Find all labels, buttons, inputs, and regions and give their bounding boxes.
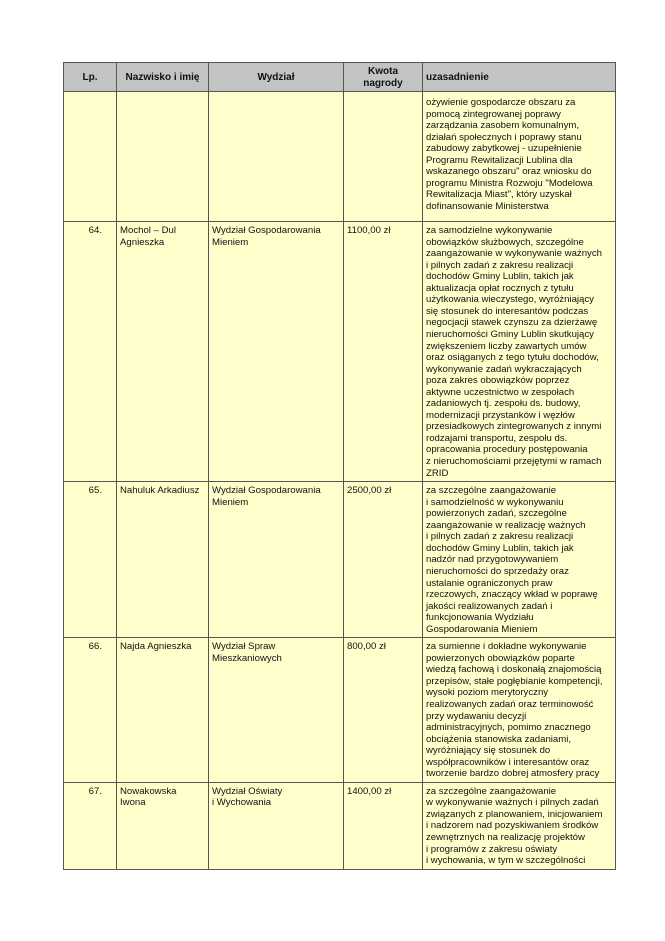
cell-name — [117, 92, 209, 222]
table-row — [64, 638, 616, 783]
cell-reason: za szczególne zaangażowanie i samodzielność w wykonywaniu powierzonych zadań, szczególne zaangażowanie w realizację ważnych i pilnych zadań z zakresu realizacji dochodów Gminy Lublin, takich jak nadzór nad przygotowywaniem nieruchomości do sprzedaży oraz ustalanie ograniczonych praw rzeczowych, znaczący wkład w poprawę jakości realizowanych zadań i funkcjonowania Wydziału Gospodarowania Mieniem — [423, 482, 616, 638]
cell-amount: 1100,00 zł — [344, 222, 423, 482]
cell-name: Najda Agnieszka — [117, 638, 209, 783]
cell-lp: 65. — [64, 482, 117, 638]
cell-reason: ożywienie gospodarcze obszaru za pomocą zintegrowanej poprawy zarządzania zasobem komunalnym, działań społecznych i poprawy stanu zabudowy zabytkowej - uzupełnienie Programu Rewitalizacji Lublina dla wskazanego obszaru" oraz wniosku do programu Ministra Rozwoju "Modelowa Rewitalizacja Miast", który uzyskał dofinansowanie Ministerstwa — [423, 92, 616, 222]
table-row — [64, 222, 616, 482]
table-row — [64, 482, 616, 638]
header-dept: Wydział — [209, 63, 344, 92]
header-amount: Kwota nagrody — [344, 63, 423, 92]
cell-lp: 66. — [64, 638, 117, 783]
cell-name: Nahuluk Arkadiusz — [117, 482, 209, 638]
cell-dept: Wydział Spraw Mieszkaniowych — [209, 638, 344, 783]
cell-name: Nowakowska Iwona — [117, 782, 209, 869]
cell-dept: Wydział Gospodarowania Mieniem — [209, 222, 344, 482]
cell-reason: za sumienne i dokładne wykonywanie powierzonych obowiązków poparte wiedzą fachową i doskonałą znajomością przepisów, stałe pogłębianie kompetencji, wysoki poziom merytoryczny realizowanych zadań oraz terminowość przy wydawaniu decyzji administracyjnych, pomimo znacznego obciążenia stanowiska zadaniami, wyróżniający się stosunek do współpracowników i interesantów oraz tworzenie bardzo dobrej atmosfery pracy — [423, 638, 616, 783]
cell-lp: 64. — [64, 222, 117, 482]
cell-lp — [64, 92, 117, 222]
header-lp: Lp. — [64, 63, 117, 92]
cell-amount: 800,00 zł — [344, 638, 423, 783]
awards-table — [63, 62, 616, 870]
cell-lp: 67. — [64, 782, 117, 869]
cell-dept: Wydział Gospodarowania Mieniem — [209, 482, 344, 638]
cell-amount: 1400,00 zł — [344, 782, 423, 869]
table-row — [64, 782, 616, 869]
header-reason: uzasadnienie — [423, 63, 616, 92]
cell-reason: za samodzielne wykonywanie obowiązków służbowych, szczególne zaangażowanie w wykonywanie ważnych i pilnych zadań z zakresu realizacji dochodów Gminy Lublin, takich jak aktualizacja opłat rocznych z tytułu użytkowania wieczystego, wyróżniający się stosunek do interesantów podczas negocjacji stawek czynszu za dzierżawę nieruchomości Gminy Lublin skutkujący zwiększeniem liczby zawartych umów oraz osiąganych z tego tytułu dochodów, wykonywanie zadań wykraczających poza zakres obowiązków poprzez aktywne uczestnictwo w zespołach zadaniowych tj. zespołu ds. budowy, modernizacji przystanków i węzłów przesiadkowych zintegrowanych z innymi rodzajami transportu, zespołu ds. opracowania procedury postępowania z nieruchomościami przejętymi w ramach ZRID — [423, 222, 616, 482]
table-header-row — [64, 63, 616, 92]
table-row — [64, 92, 616, 222]
cell-amount — [344, 92, 423, 222]
cell-reason: za szczególne zaangażowanie w wykonywanie ważnych i pilnych zadań związanych z planowaniem, inicjowaniem i nadzorem nad pozyskiwaniem środków zewnętrznych na realizację projektów i programów z zakresu oświaty i wychowania, w tym w szczególności — [423, 782, 616, 869]
cell-amount: 2500,00 zł — [344, 482, 423, 638]
cell-dept: Wydział Oświaty i Wychowania — [209, 782, 344, 869]
cell-name: Mochol – Dul Agnieszka — [117, 222, 209, 482]
cell-dept — [209, 92, 344, 222]
header-name: Nazwisko i imię — [117, 63, 209, 92]
